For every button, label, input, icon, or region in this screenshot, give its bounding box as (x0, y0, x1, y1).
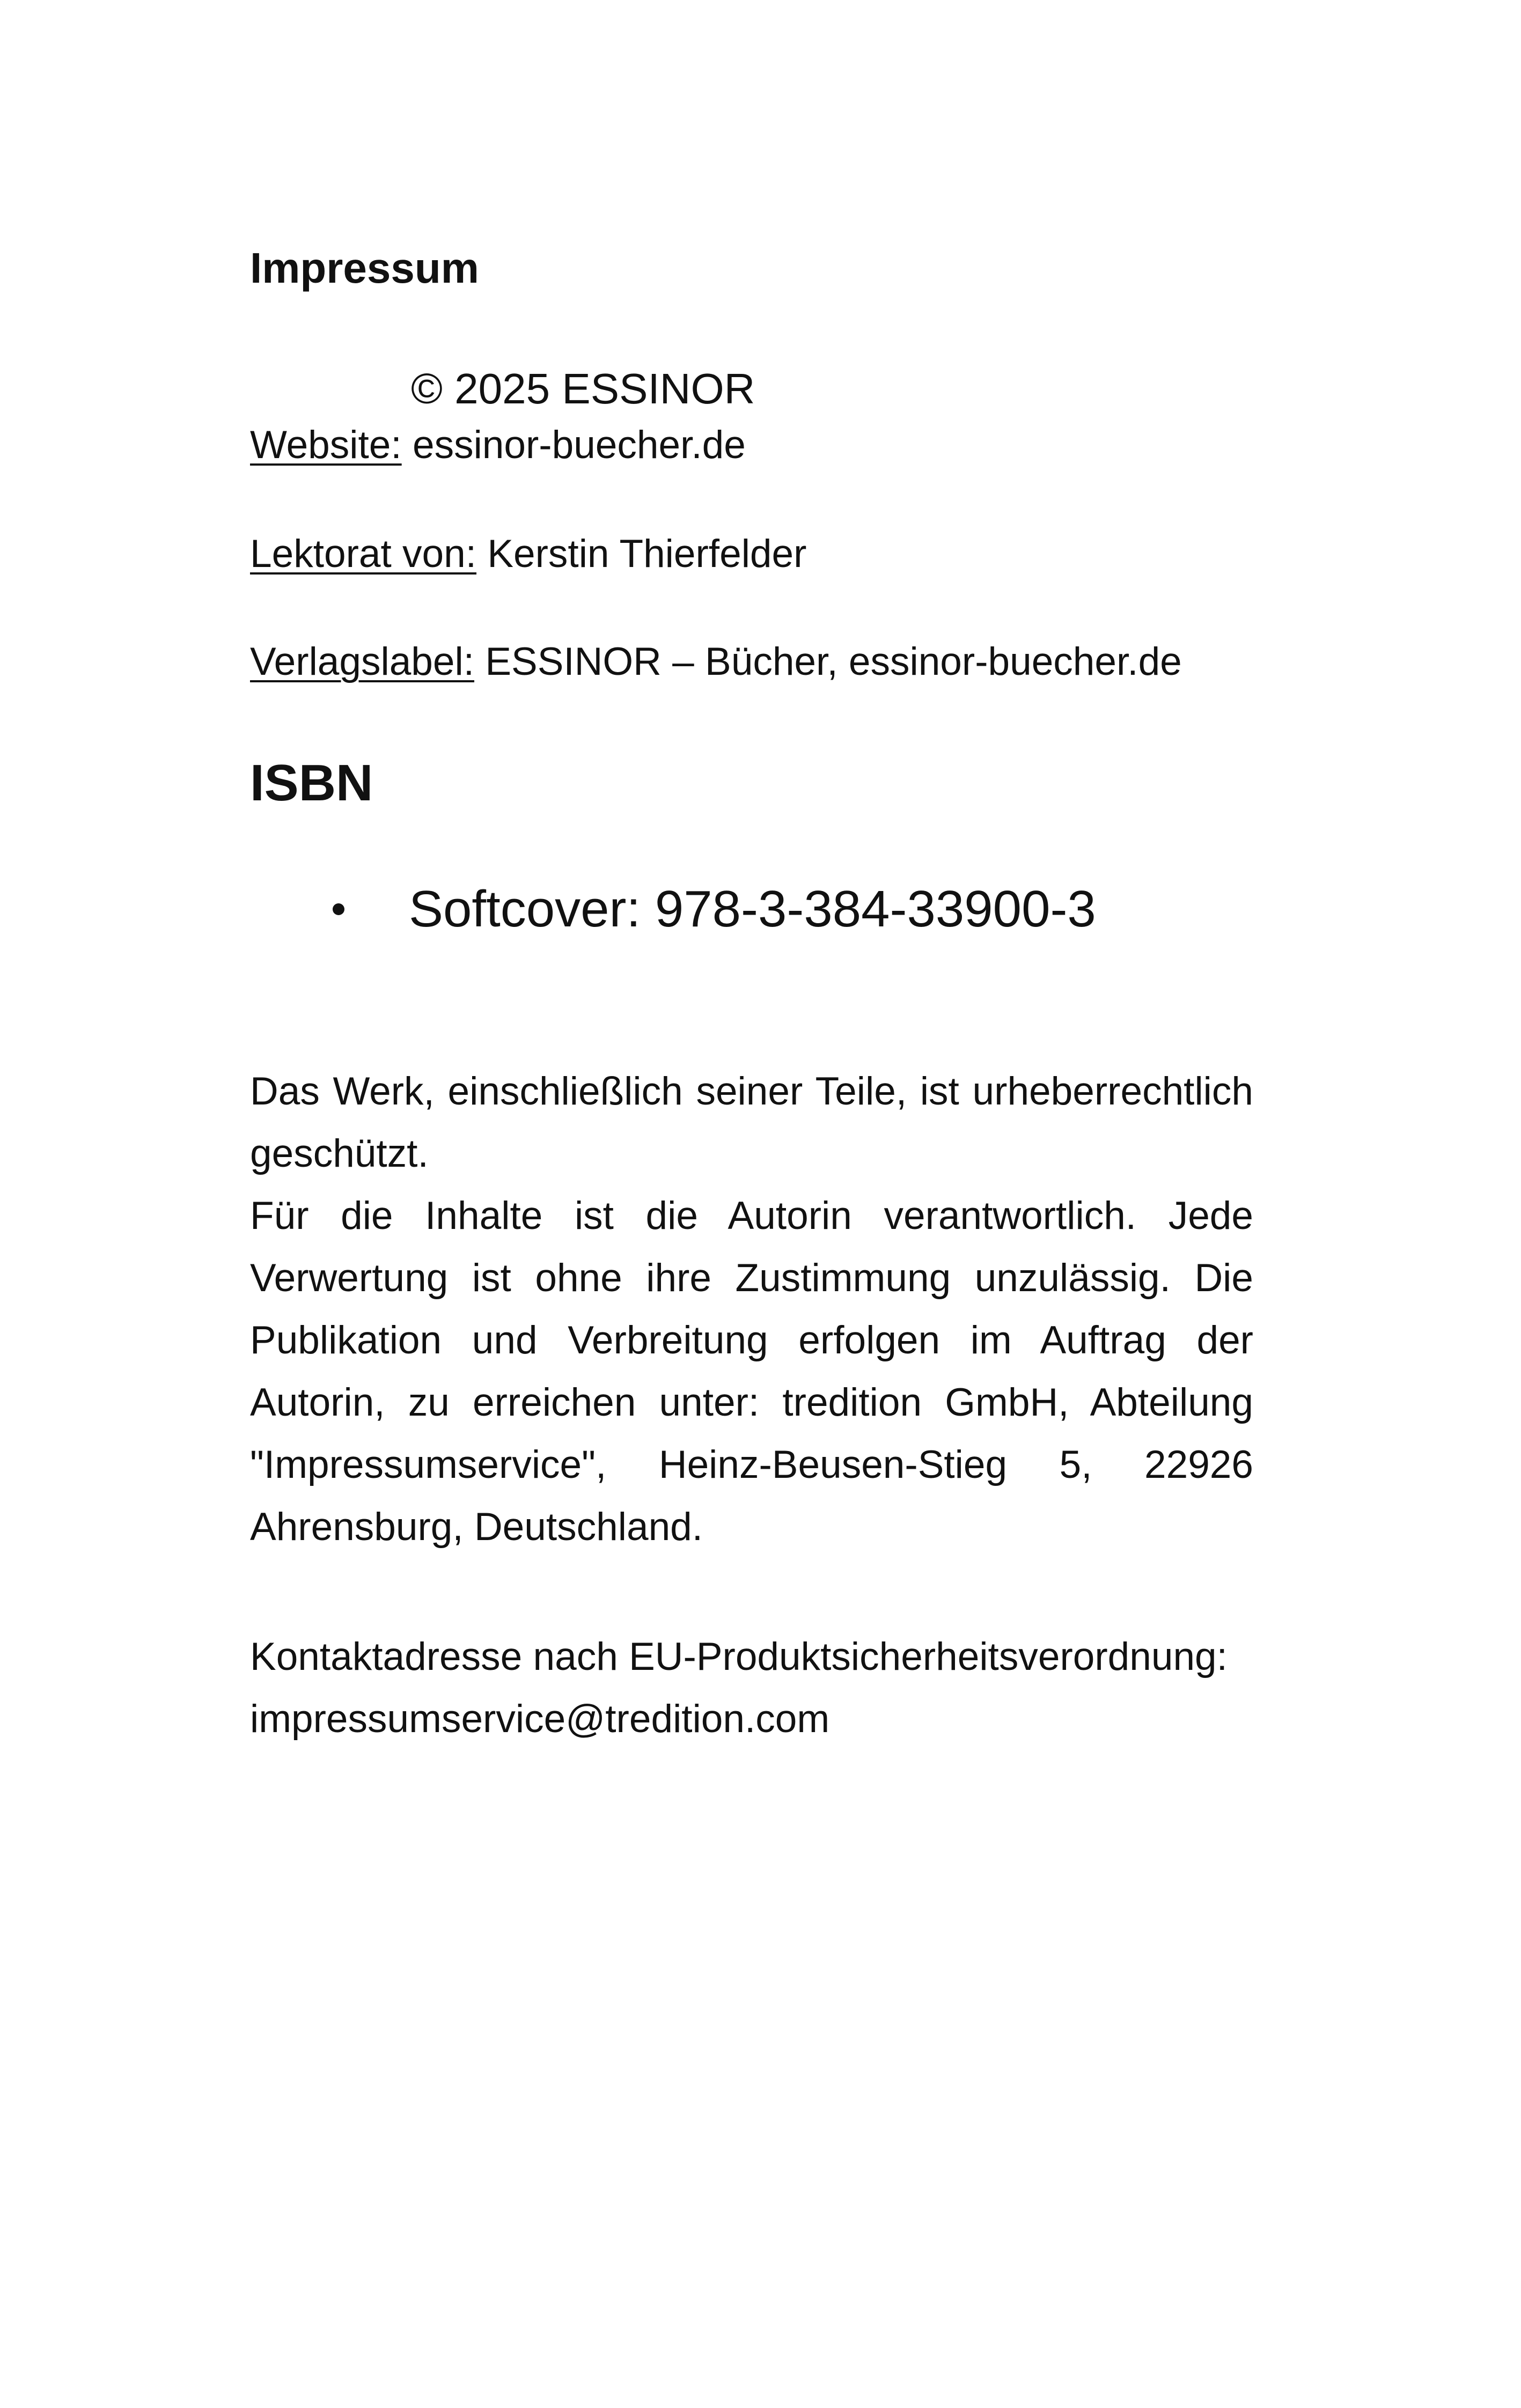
verlagslabel-label: Verlagslabel: (250, 640, 475, 683)
lektorat-label: Lektorat von: (250, 532, 477, 576)
isbn-heading: ISBN (250, 754, 373, 812)
isbn-softcover: Softcover: 978-3-384-33900-3 (409, 880, 1096, 938)
copyright-line: © 2025 ESSINOR (411, 365, 755, 413)
legal-paragraph-1: Das Werk, einschließlich seiner Teile, ist urheberrechtlich geschützt. (250, 1070, 1253, 1175)
website-label: Website: (250, 423, 402, 467)
bullet-icon (333, 903, 344, 915)
lektorat-value: Kerstin Thierfelder (487, 532, 807, 576)
contact-email: impressumservice@tredition.com (250, 1697, 830, 1741)
verlagslabel-value: ESSINOR – Bücher, essinor-buecher.de (485, 640, 1182, 683)
verlagslabel-line (250, 638, 1253, 686)
website-value: essinor-buecher.de (412, 423, 746, 467)
page-title: Impressum (250, 244, 479, 292)
legal-paragraph-2: Für die Inhalte ist die Autorin verantwortlich. Jede Verwertung ist ohne ihre Zustimmung unzulässig. Die Publikation und Verbreitung erfolgen im Auftrag der Autorin, zu erreichen unter: tredition GmbH, Abteilung "Impressumservice", Heinz-Beusen-Stieg 5, 22926 Ahrensburg, Deutschland. (250, 1194, 1253, 1549)
lektorat-line (250, 530, 1253, 578)
isbn-list-item (333, 880, 1096, 939)
contact-label: Kontaktadresse nach EU-Produktsicherheitsverordnung: (250, 1635, 1228, 1678)
legal-text (250, 1061, 1253, 1558)
contact-block (250, 1626, 1253, 1750)
website-line (250, 421, 1253, 469)
